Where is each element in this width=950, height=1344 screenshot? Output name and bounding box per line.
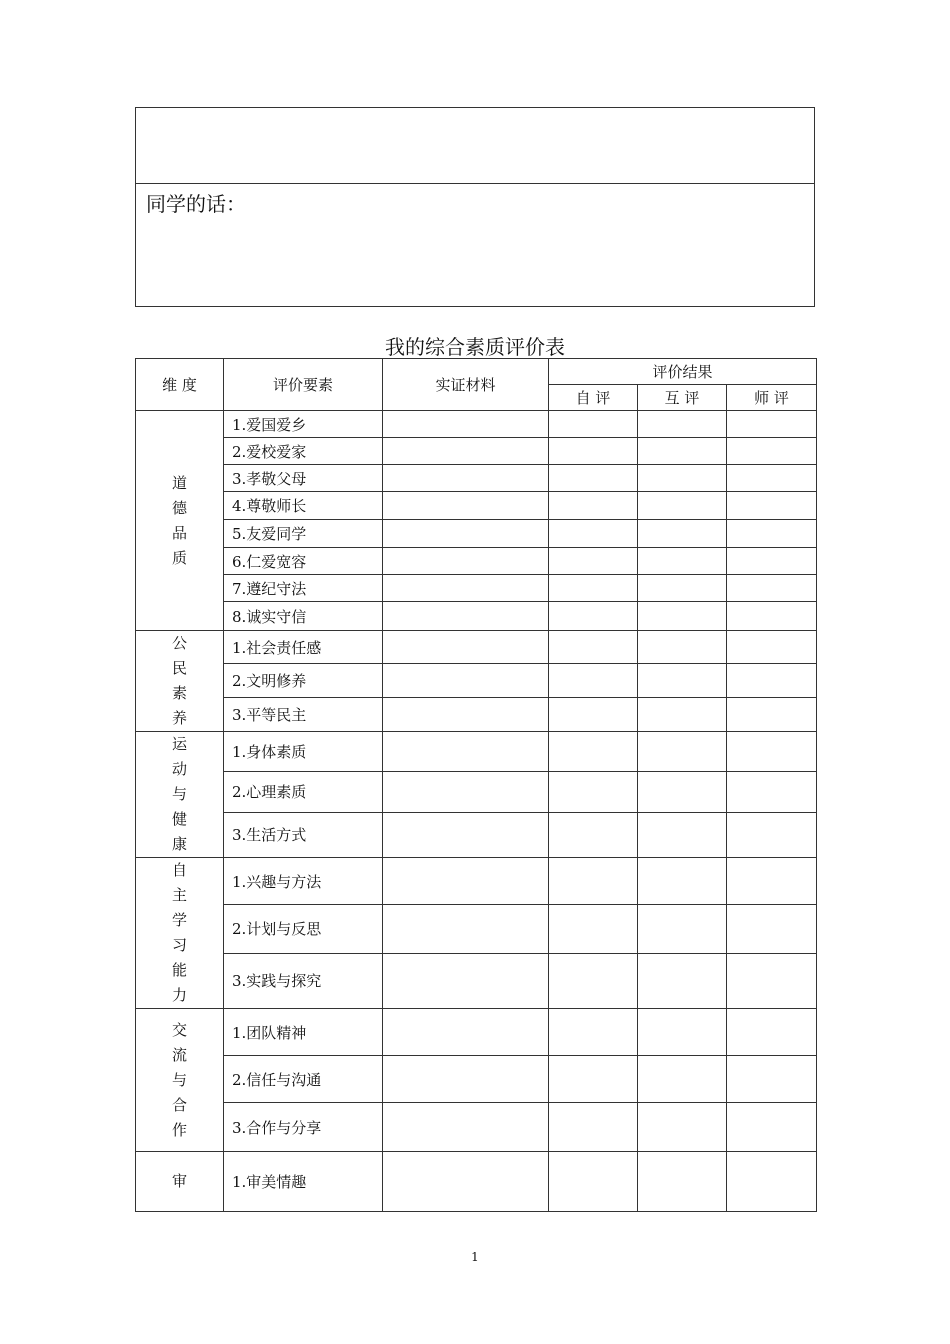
element-cell: 3.平等民主 [224, 698, 383, 732]
dimension-cell [136, 411, 224, 631]
teacher-eval-cell[interactable] [727, 438, 817, 465]
dimension-label: 运动与健康 [171, 735, 187, 853]
table-row [136, 858, 817, 905]
teacher-eval-cell[interactable] [727, 411, 817, 438]
self-eval-cell[interactable] [549, 438, 638, 465]
peer-eval-cell[interactable] [638, 411, 727, 438]
self-eval-cell[interactable] [549, 1009, 638, 1056]
peer-eval-cell[interactable] [638, 438, 727, 465]
header-element: 评价要素 [224, 359, 383, 411]
table-row [136, 411, 817, 438]
table-row [136, 438, 817, 465]
element-cell: 1.身体素质 [224, 732, 383, 772]
element-cell: 2.心理素质 [224, 772, 383, 812]
peer-eval-cell[interactable] [638, 1056, 727, 1103]
peer-eval-cell[interactable] [638, 732, 727, 772]
peer-eval-cell[interactable] [638, 492, 727, 520]
evidence-cell[interactable] [383, 732, 549, 772]
self-eval-cell[interactable] [549, 411, 638, 438]
peer-eval-cell[interactable] [638, 602, 727, 631]
peer-eval-cell[interactable] [638, 905, 727, 953]
self-eval-cell[interactable] [549, 812, 638, 857]
header-dimension: 维 度 [136, 359, 224, 411]
peer-eval-cell[interactable] [638, 664, 727, 698]
dimension-label: 道德品质 [171, 473, 187, 567]
peer-eval-cell[interactable] [638, 953, 727, 1008]
evidence-cell[interactable] [383, 1056, 549, 1103]
evaluation-table [135, 358, 817, 1212]
table-row [136, 772, 817, 812]
element-cell: 6.仁爱宽容 [224, 548, 383, 575]
element-cell: 3.生活方式 [224, 812, 383, 857]
element-cell: 1.兴趣与方法 [224, 858, 383, 905]
self-eval-cell[interactable] [549, 1152, 638, 1212]
table-row [136, 698, 817, 732]
teacher-eval-cell[interactable] [727, 1152, 817, 1212]
element-cell: 1.审美情趣 [224, 1152, 383, 1212]
self-eval-cell[interactable] [549, 664, 638, 698]
evidence-cell[interactable] [383, 698, 549, 732]
evidence-cell[interactable] [383, 465, 549, 492]
evidence-cell[interactable] [383, 575, 549, 602]
self-eval-cell[interactable] [549, 1056, 638, 1103]
teacher-eval-cell[interactable] [727, 858, 817, 905]
evidence-cell[interactable] [383, 858, 549, 905]
teacher-eval-cell[interactable] [727, 631, 817, 664]
peer-eval-cell[interactable] [638, 575, 727, 602]
table-row [136, 548, 817, 575]
self-eval-cell[interactable] [549, 772, 638, 812]
self-eval-cell[interactable] [549, 575, 638, 602]
evidence-cell[interactable] [383, 492, 549, 520]
teacher-eval-cell[interactable] [727, 812, 817, 857]
peer-eval-cell[interactable] [638, 1152, 727, 1212]
evidence-cell[interactable] [383, 602, 549, 631]
self-eval-cell[interactable] [549, 631, 638, 664]
page-number: 1 [471, 1250, 479, 1264]
self-eval-cell[interactable] [549, 602, 638, 631]
peer-eval-cell[interactable] [638, 548, 727, 575]
teacher-eval-cell[interactable] [727, 548, 817, 575]
teacher-eval-cell[interactable] [727, 1103, 817, 1152]
evidence-cell[interactable] [383, 1009, 549, 1056]
table-row [136, 602, 817, 631]
header-peer: 互 评 [638, 385, 727, 411]
table-row [136, 1009, 817, 1056]
teacher-eval-cell[interactable] [727, 664, 817, 698]
element-cell: 5.友爱同学 [224, 520, 383, 548]
self-eval-cell[interactable] [549, 520, 638, 548]
table-row [136, 905, 817, 953]
peer-eval-cell[interactable] [638, 698, 727, 732]
teacher-eval-cell[interactable] [727, 772, 817, 812]
dimension-label: 交流与合作 [171, 1020, 187, 1139]
comment-blank-area[interactable] [136, 108, 814, 184]
evidence-cell[interactable] [383, 1152, 549, 1212]
self-eval-cell[interactable] [549, 858, 638, 905]
teacher-eval-cell[interactable] [727, 732, 817, 772]
element-cell: 8.诚实守信 [224, 602, 383, 631]
classmate-words-label: 同学的话： [146, 192, 246, 216]
element-cell: 3.孝敬父母 [224, 465, 383, 492]
evidence-cell[interactable] [383, 664, 549, 698]
peer-eval-cell[interactable] [638, 520, 727, 548]
self-eval-cell[interactable] [549, 1103, 638, 1152]
header-teacher: 师 评 [727, 385, 817, 411]
table-row [136, 1152, 817, 1212]
evidence-cell[interactable] [383, 520, 549, 548]
element-cell: 7.遵纪守法 [224, 575, 383, 602]
peer-eval-cell[interactable] [638, 858, 727, 905]
peer-eval-cell[interactable] [638, 772, 727, 812]
element-cell: 1.社会责任感 [224, 631, 383, 664]
table-row [136, 1103, 817, 1152]
element-cell: 2.文明修养 [224, 664, 383, 698]
element-cell: 2.信任与沟通 [224, 1056, 383, 1103]
dimension-cell [136, 631, 224, 732]
header-result: 评价结果 [549, 359, 817, 385]
evidence-cell[interactable] [383, 548, 549, 575]
peer-eval-cell[interactable] [638, 631, 727, 664]
teacher-eval-cell[interactable] [727, 1009, 817, 1056]
element-cell: 3.合作与分享 [224, 1103, 383, 1152]
dimension-cell [136, 1152, 224, 1212]
table-row [136, 953, 817, 1008]
element-cell: 2.计划与反思 [224, 905, 383, 953]
table-row [136, 812, 817, 857]
table-row [136, 732, 817, 772]
teacher-eval-cell[interactable] [727, 602, 817, 631]
header-self: 自 评 [549, 385, 638, 411]
dimension-label: 审 [171, 1172, 187, 1190]
table-row [136, 492, 817, 520]
teacher-eval-cell[interactable] [727, 953, 817, 1008]
table-title: 我的综合素质评价表 [385, 335, 565, 359]
table-row [136, 1056, 817, 1103]
header-evidence: 实证材料 [383, 359, 549, 411]
table-row [136, 575, 817, 602]
peer-eval-cell[interactable] [638, 465, 727, 492]
comment-box [135, 107, 815, 307]
dimension-cell [136, 1009, 224, 1152]
dimension-cell [136, 858, 224, 1009]
table-row [136, 664, 817, 698]
self-eval-cell[interactable] [549, 905, 638, 953]
peer-eval-cell[interactable] [638, 1009, 727, 1056]
self-eval-cell[interactable] [549, 953, 638, 1008]
peer-eval-cell[interactable] [638, 812, 727, 857]
teacher-eval-cell[interactable] [727, 1056, 817, 1103]
teacher-eval-cell[interactable] [727, 575, 817, 602]
teacher-eval-cell[interactable] [727, 905, 817, 953]
evidence-cell[interactable] [383, 905, 549, 953]
table-body [136, 411, 817, 1212]
evidence-cell[interactable] [383, 953, 549, 1008]
element-cell: 3.实践与探究 [224, 953, 383, 1008]
table-row [136, 631, 817, 664]
dimension-label: 自主学习能力 [171, 861, 187, 1004]
dimension-cell [136, 732, 224, 858]
element-cell: 4.尊敬师长 [224, 492, 383, 520]
self-eval-cell[interactable] [549, 548, 638, 575]
evidence-cell[interactable] [383, 631, 549, 664]
teacher-eval-cell[interactable] [727, 465, 817, 492]
self-eval-cell[interactable] [549, 465, 638, 492]
evidence-cell[interactable] [383, 772, 549, 812]
element-cell: 2.爱校爱家 [224, 438, 383, 465]
teacher-eval-cell[interactable] [727, 520, 817, 548]
element-cell: 1.爱国爱乡 [224, 411, 383, 438]
teacher-eval-cell[interactable] [727, 492, 817, 520]
self-eval-cell[interactable] [549, 698, 638, 732]
table-row [136, 520, 817, 548]
element-cell: 1.团队精神 [224, 1009, 383, 1056]
evidence-cell[interactable] [383, 812, 549, 857]
evidence-cell[interactable] [383, 1103, 549, 1152]
self-eval-cell[interactable] [549, 492, 638, 520]
table-row [136, 465, 817, 492]
dimension-label: 公民素养 [171, 634, 187, 727]
evidence-cell[interactable] [383, 411, 549, 438]
self-eval-cell[interactable] [549, 732, 638, 772]
evidence-cell[interactable] [383, 438, 549, 465]
teacher-eval-cell[interactable] [727, 698, 817, 732]
peer-eval-cell[interactable] [638, 1103, 727, 1152]
